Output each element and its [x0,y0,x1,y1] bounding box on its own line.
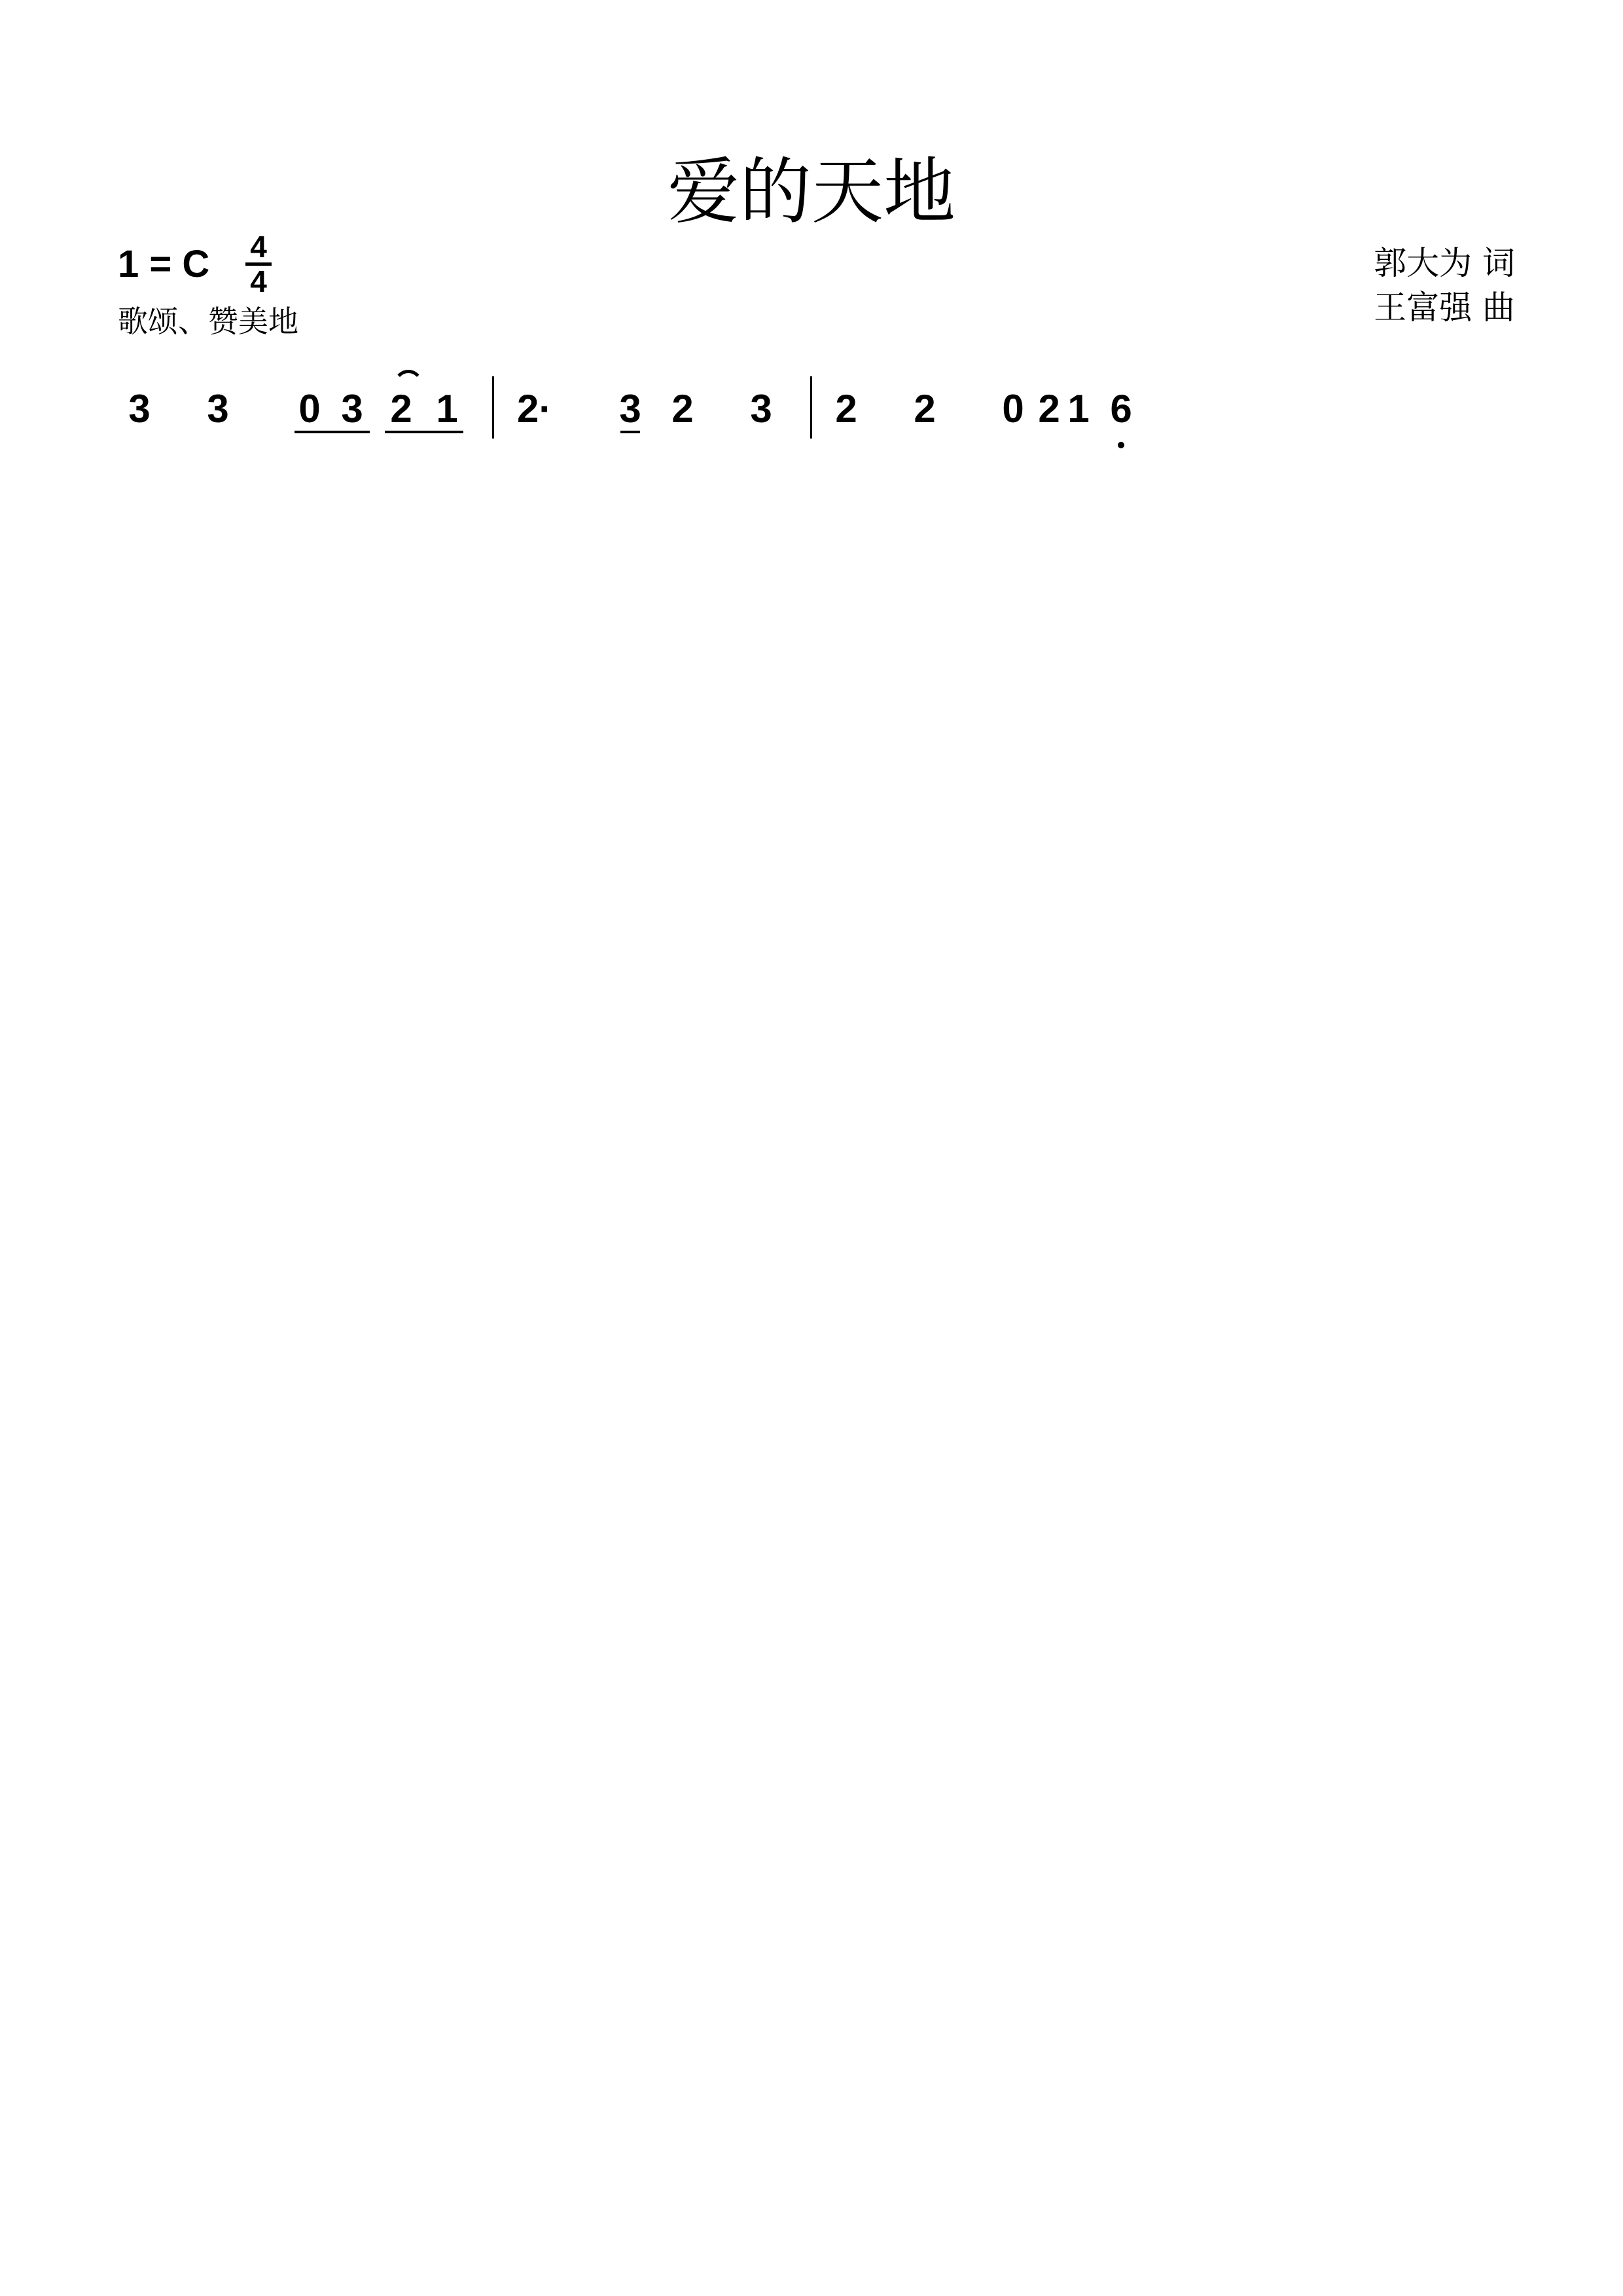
underline-beam [385,431,463,433]
note: 2 [914,387,936,431]
note: 2 [1038,387,1060,431]
note: 2· [517,387,552,431]
note: 6 [1106,389,1136,429]
note: 3 [341,387,363,431]
note: 0 [1002,387,1024,431]
key-signature: 1 = C [118,243,210,285]
time-sig-bottom: 4 [250,264,267,298]
time-signature [245,232,272,296]
note: 3 [128,387,151,431]
time-sig-top: 4 [250,230,267,264]
underline-beam [620,431,640,433]
note: 3 [750,387,772,431]
note: 1 [1067,387,1090,431]
barline [492,376,494,439]
slur [393,370,424,387]
song-title: 爱的天地 [668,150,955,234]
performance-mood: 歌颂、赞美地 [118,304,298,339]
note: 2 [671,387,694,431]
note: 2 [835,387,857,431]
note: 2 [390,387,412,431]
note: 1 [436,387,458,431]
note: 3 [207,387,229,431]
underline-beam [294,431,370,433]
note: 3 [619,387,641,431]
note: 0 [298,387,321,431]
barline [810,376,812,439]
lyricist-credit: 郭大为 词 [1374,244,1515,282]
composer-credit: 王富强 曲 [1374,289,1515,327]
